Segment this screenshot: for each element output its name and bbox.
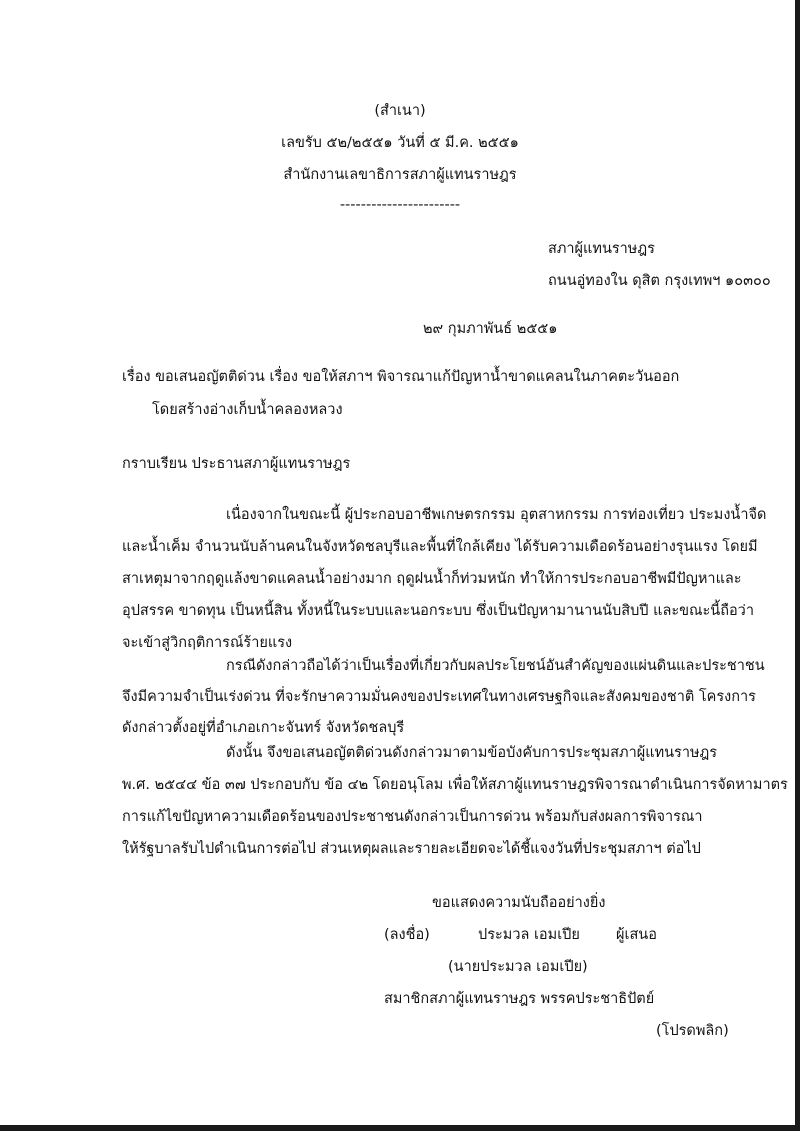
body-p2-line: ดังกล่าวตั้งอยู่ที่อำเภอเกาะจันทร์ จังหวัดชลบุรี <box>122 720 405 736</box>
receipt-number: เลขรับ ๕๒/๒๕๕๑ วันที่ ๕ มี.ค. ๒๕๕๑ <box>281 135 519 151</box>
body-p1-line: สาเหตุมาจากฤดูแล้งขาดแคลนน้ำอย่างมาก ฤดูฝนน้ำก็ท่วมหนัก ทำให้การประกอบอาชีพมีปัญหาและ <box>122 571 742 587</box>
turn-over-note: (โปรดพลิก) <box>656 1023 729 1039</box>
address-street: ถนนอู่ทองใน ดุสิต กรุงเทพฯ ๑๐๓๐๐ <box>548 273 771 289</box>
body-p1-line: เนื่องจากในขณะนี้ ผู้ประกอบอาชีพเกษตรกรรม อุตสาหกรรม การท่องเที่ยว ประมงน้ำจืด <box>226 507 767 523</box>
signed-label: (ลงชื่อ) <box>384 927 430 943</box>
address-name: สภาผู้แทนราษฎร <box>548 241 655 257</box>
body-p1-line: อุปสรรค ขาดทุน เป็นหนี้สิน ทั้งหนี้ในระบบและนอกระบบ ซึ่งเป็นปัญหามานานนับสิบปี และขณะนี้ถือว่า <box>122 603 754 619</box>
document-date: ๒๙ กุมภาพันธ์ ๒๕๕๑ <box>423 321 558 337</box>
subject-line-2: โดยสร้างอ่างเก็บน้ำคลองหลวง <box>152 402 343 418</box>
body-p3-line: พ.ศ. ๒๕๔๔ ข้อ ๓๗ ประกอบกับ ข้อ ๔๒ โดยอนุโลม เพื่อให้สภาผู้แทนราษฎรพิจารณาดำเนินการจัดหามาตร <box>122 777 788 793</box>
member-position: สมาชิกสภาผู้แทนราษฎร พรรคประชาธิปัตย์ <box>384 991 655 1007</box>
body-p2-line: กรณีดังกล่าวถือได้ว่าเป็นเรื่องที่เกี่ยวกับผลประโยชน์อันสำคัญของแผ่นดินและประชาชน <box>226 658 765 674</box>
salutation: กราบเรียน ประธานสภาผู้แทนราษฎร <box>122 456 351 472</box>
scan-edge-bottom <box>0 1125 800 1131</box>
closing-respect: ขอแสดงความนับถืออย่างยิ่ง <box>432 895 606 911</box>
copy-mark: (สำเนา) <box>374 103 426 119</box>
body-p3-line: ดังนั้น จึงขอเสนอญัตติด่วนดังกล่าวมาตามข้อบังคับการประชุมสภาผู้แทนราษฎร <box>226 745 718 761</box>
signature-name: ประมวล เอมเปีย <box>478 927 580 943</box>
body-p1-line: และน้ำเค็ม จำนวนนับล้านคนในจังหวัดชลบุรีและพื้นที่ใกล้เคียง ได้รับความเดือดร้อนอย่างรุนแรง โดยมี <box>122 539 758 555</box>
header-divider: ----------------------- <box>339 197 461 213</box>
body-p1-line: จะเข้าสู่วิกฤติการณ์ร้ายแรง <box>122 635 293 651</box>
office-name: สำนักงานเลขาธิการสภาผู้แทนราษฎร <box>283 167 517 183</box>
body-p3-line: ให้รัฐบาลรับไปดำเนินการต่อไป ส่วนเหตุผลและรายละเอียดจะได้ชี้แจงวันที่ประชุมสภาฯ ต่อไป <box>122 841 701 857</box>
body-p3-line: การแก้ไขปัญหาความเดือดร้อนของประชาชนดังกล่าวเป็นการด่วน พร้อมกับส่งผลการพิจารณา <box>122 809 703 825</box>
subject-line-1: เรื่อง ขอเสนอญัตติด่วน เรื่อง ขอให้สภาฯ พิจารณาแก้ปัญหาน้ำขาดแคลนในภาคตะวันออก <box>122 369 680 385</box>
proposer-role: ผู้เสนอ <box>616 927 657 943</box>
body-p2-line: จึงมีความจำเป็นเร่งด่วน ที่จะรักษาความมั่นคงของประเทศในทางเศรษฐกิจและสังคมของชาติ โครงการ <box>122 689 756 705</box>
printed-name: (นายประมวล เอมเปีย) <box>448 959 588 975</box>
